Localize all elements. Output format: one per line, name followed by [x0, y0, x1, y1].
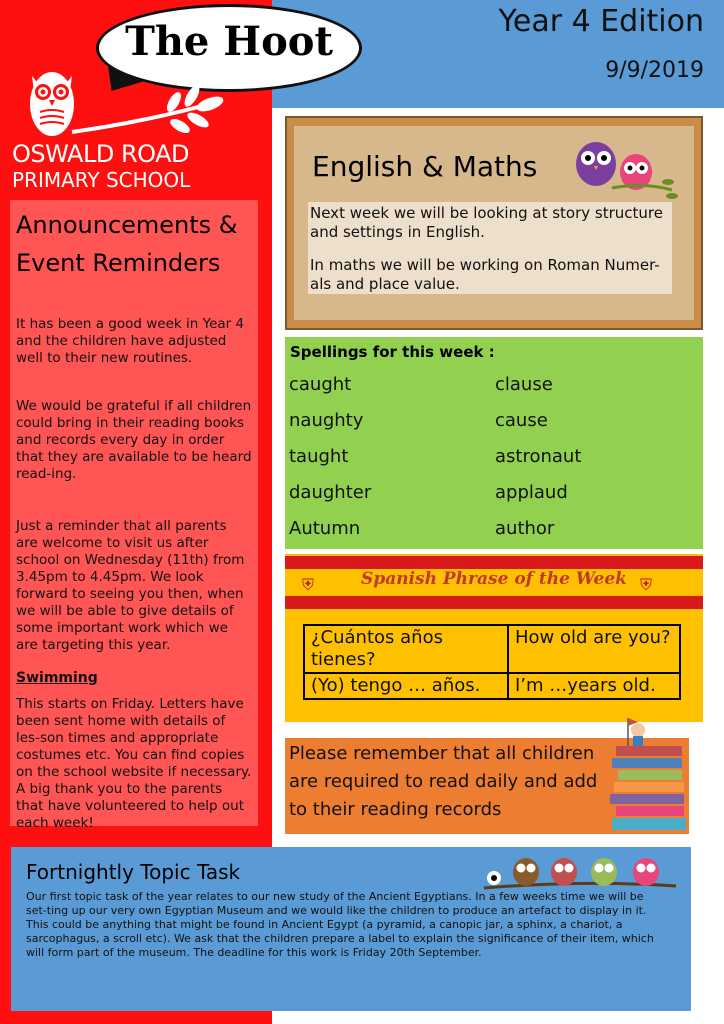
owls-on-branch-icon — [482, 850, 678, 894]
swimming-heading: Swimming — [16, 670, 98, 686]
swimming-text: This starts on Friday. Letters have been sent home with details of les-son times and appropriate costumes etc. You can find copies on the school website if necessary. A big thank you to the parents that have volunteered to help out each week! — [16, 696, 252, 831]
table-row — [304, 625, 680, 673]
school-owl-logo — [22, 62, 262, 142]
issue-date: 9/9/2019 — [605, 58, 704, 83]
flag-stripe-bottom — [285, 596, 703, 609]
spanish-cell: ¿Cuántos años tienes? — [304, 625, 508, 673]
spanish-crest-icon: ⛨ — [302, 575, 315, 594]
english-cell: How old are you? — [508, 625, 680, 673]
newsletter-title: The Hoot — [125, 18, 333, 65]
english-maths-title: English & Maths — [312, 150, 538, 183]
announcement-paragraph: Just a reminder that all parents are welcome to visit us after school on Wednesday (11th) from 3.45pm to 4.45pm. We look forward to seeing you then, when we will be able to give details of some important work which we are targeting this year. — [16, 518, 245, 653]
spanish-cell: (Yo) tengo … años. — [304, 673, 508, 699]
owls-icon — [572, 138, 682, 202]
spelling-word: naughty — [289, 410, 364, 431]
table-row — [304, 673, 680, 699]
spelling-word: taught — [289, 446, 349, 467]
books-stack-icon — [608, 716, 692, 834]
spelling-word: clause — [495, 374, 553, 395]
english-cell: I’m …years old. — [508, 673, 680, 699]
announcement-paragraph: It has been a good week in Year 4 and the children have adjusted well to their new routines. — [16, 316, 245, 366]
school-name-line2: PRIMARY SCHOOL — [12, 168, 191, 192]
spanish-phrase-table — [303, 624, 681, 700]
topic-task-title: Fortnightly Topic Task — [26, 860, 241, 884]
english-maths-paragraph: In maths we will be working on Roman Numer-als and place value. — [310, 256, 660, 293]
spellings-title: Spellings for this week : — [290, 343, 495, 361]
spanish-crest-icon: ⛨ — [640, 575, 653, 594]
edition-label: Year 4 Edition — [498, 4, 704, 39]
school-name-line1: OSWALD ROAD — [12, 140, 189, 168]
spelling-word: daughter — [289, 482, 372, 503]
spanish-title: Spanish Phrase of the Week — [361, 569, 627, 589]
announcement-paragraph: We would be grateful if all children could bring in their reading books and records every day in order that they are available to be heard read-ing. — [16, 398, 252, 482]
announcements-title: Announcements & Event Reminders — [16, 211, 238, 277]
spelling-word: cause — [495, 410, 548, 431]
flag-stripe-top — [285, 556, 703, 569]
spelling-word: Autumn — [289, 518, 361, 539]
spelling-word: author — [495, 518, 555, 539]
spelling-word: astronaut — [495, 446, 582, 467]
spelling-word: applaud — [495, 482, 568, 503]
reading-reminder-text: Please remember that all children are required to read daily and add to their reading records — [289, 743, 598, 820]
topic-task-text: Our first topic task of the year relates to our new study of the Ancient Egyptians. In a few weeks time we will be set-ting up our very own Egyptian Museum and we would like the children to produce an artefact to display in it. This could be anything that might be found in Ancient Egypt (a pyramid, a canopic jar, a sphinx, a chariot, a sarcophagus, a scroll etc). We ask that the children prepare a label to explain the significance of their item, which will form part of the museum. The deadline for this work is Friday 20th September. — [26, 890, 654, 959]
spelling-word: caught — [289, 374, 352, 395]
english-maths-paragraph: Next week we will be looking at story structure and settings in English. — [310, 204, 663, 241]
